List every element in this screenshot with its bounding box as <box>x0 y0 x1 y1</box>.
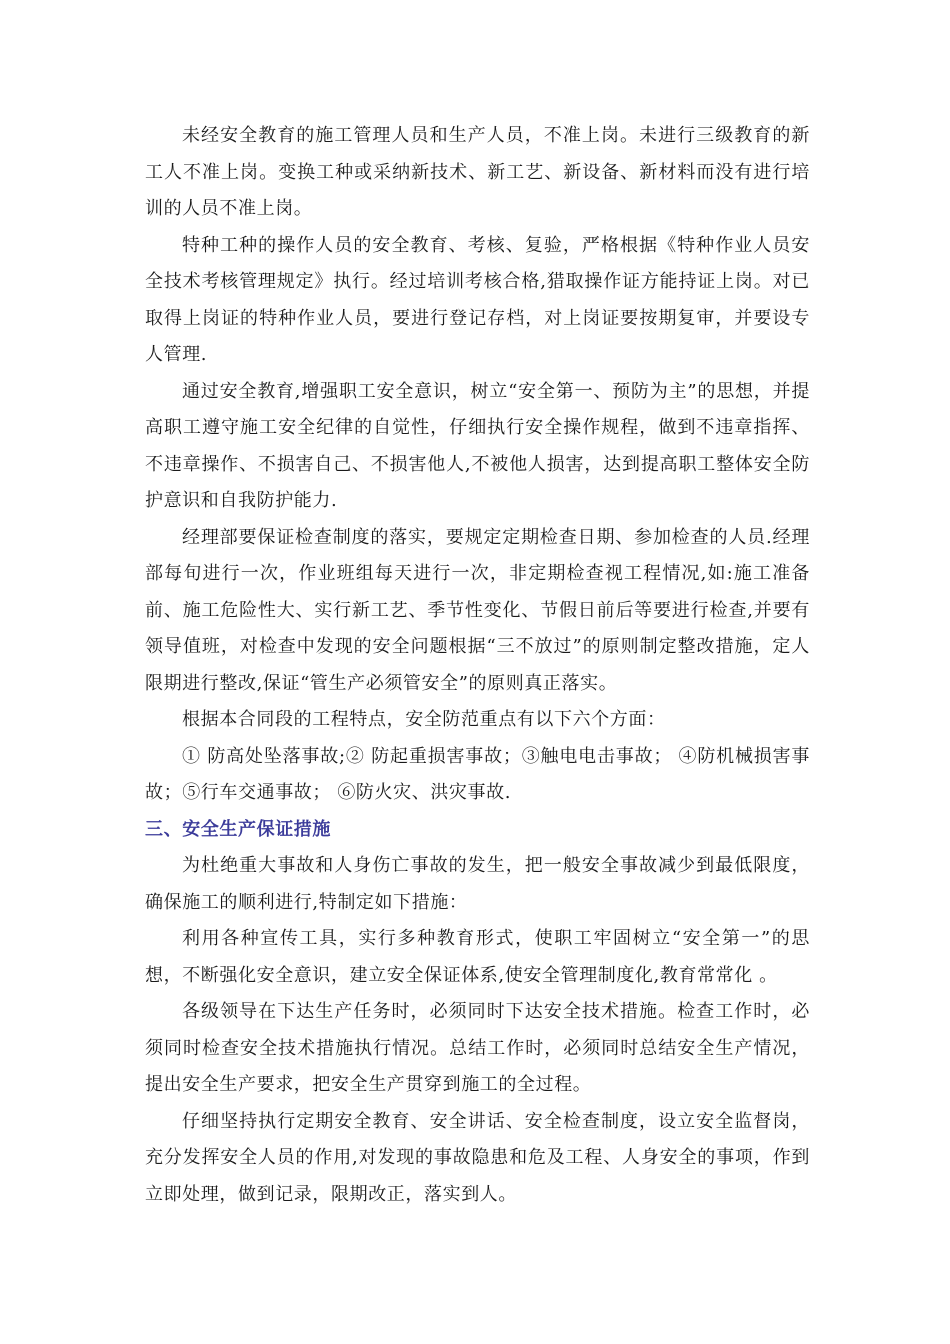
paragraph: 为杜绝重大事故和人身伤亡事故的发生，把一般安全事故减少到最低限度，确保施工的顺利进行,特制定如下措施： <box>145 855 810 913</box>
section-heading: 三、安全生产保证措施 <box>145 818 331 840</box>
paragraph: 根据本合同段的工程特点，安全防范重点有以下六个方面： <box>182 709 666 730</box>
paragraph: 未经安全教育的施工管理人员和生产人员，不准上岗。未进行三级教育的新工人不准上岗。变换工种或采纳新技术、新工艺、新设备、新材料而没有进行培训的人员不准上岗。 <box>145 125 810 219</box>
paragraph: ① 防高处坠落事故;② 防起重损害事故；③触电电击事故； ④防机械损害事故；⑤行车交通事故； ⑥防火灾、洪灾事故. <box>145 745 810 803</box>
paragraph: 仔细坚持执行定期安全教育、安全讲话、安全检查制度，设立安全监督岗，充分发挥安全人员的作用,对发现的事故隐患和危及工程、人身安全的事项，作到立即处理，做到记录，限期改正，落实到人。 <box>145 1110 810 1205</box>
paragraph: 通过安全教育,增强职工安全意识，树立“安全第一、预防为主”的思想，并提高职工遵守施工安全纪律的自觉性，仔细执行安全操作规程，做到不违章指挥、不违章操作、不损害自己、不损害他人,不被他人损害，达到提高职工整体安全防护意识和自我防护能力. <box>145 380 810 511</box>
document-page <box>145 118 810 1213</box>
paragraph: 特种工种的操作人员的安全教育、考核、复验，严格根据《特种作业人员安全技术考核管理规定》执行。经过培训考核合格,猎取操作证方能持证上岗。对已取得上岗证的特种作业人员，要进行登记存档，对上岗证要按期复审，并要设专人管理. <box>145 234 810 365</box>
paragraph: 各级领导在下达生产任务时，必须同时下达安全技术措施。检查工作时，必须同时检查安全技术措施执行情况。总结工作时，必须同时总结安全生产情况，提出安全生产要求，把安全生产贯穿到施工的全过程。 <box>145 1001 810 1095</box>
paragraph: 利用各种宣传工具，实行多种教育形式，使职工牢固树立“安全第一”的思想，不断强化安全意识，建立安全保证体系,使安全管理制度化,教育常常化 。 <box>145 928 810 986</box>
paragraph: 经理部要保证检查制度的落实，要规定定期检查日期、参加检查的人员.经理部每旬进行一次，作业班组每天进行一次，非定期检查视工程情况,如:施工准备前、施工危险性大、实行新工艺、季节性变化、节假日前后等要进行检查,并要有领导值班，对检查中发现的安全问题根据“三不放过”的原则制定整改措施，定人限期进行整改,保证“管生产必须管安全”的原则真正落实。 <box>145 526 810 694</box>
